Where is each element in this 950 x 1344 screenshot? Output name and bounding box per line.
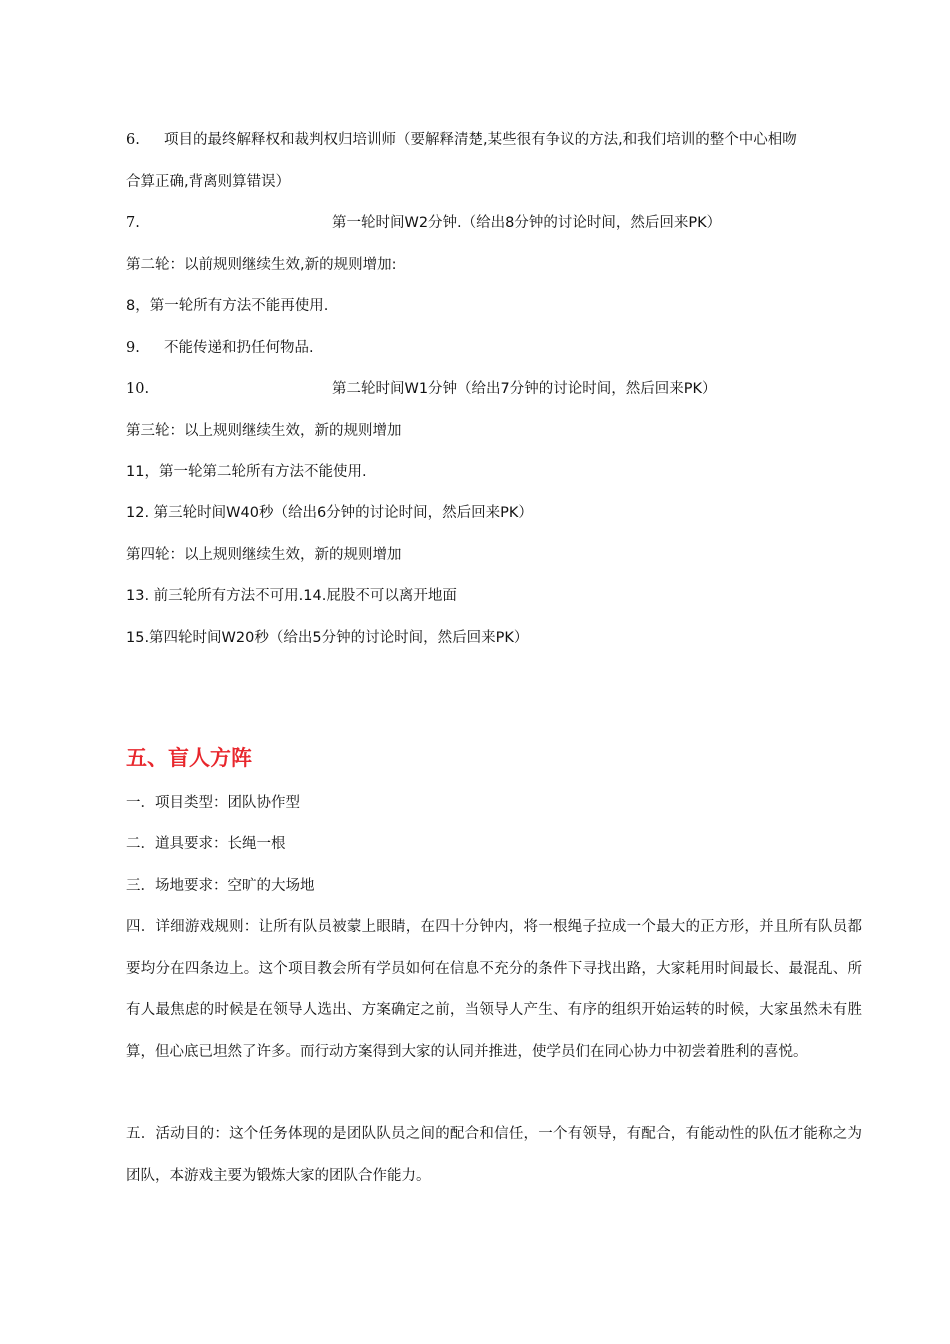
rule-7 <box>126 213 722 233</box>
section-5-title: 五、盲人方阵 <box>126 746 252 770</box>
rule-6 <box>126 130 797 150</box>
rule-6-text: 项目的最终解释权和裁判权归培训师（要解释清楚,某些很有争议的方法,和我们培训的整个中心相吻 <box>164 132 797 148</box>
rule-9-text: 不能传递和扔任何物品. <box>164 340 314 356</box>
rule-10-text: 第二轮时间W1分钟（给出7分钟的讨论时间，然后回来PK） <box>332 381 717 397</box>
rule-10 <box>126 379 717 399</box>
props-requirement: 二．道具要求：长绳一根 <box>126 836 286 852</box>
rule-11: 11，第一轮第二轮所有方法不能使用. <box>126 464 367 480</box>
rule-13-14: 13. 前三轮所有方法不可用.14.屁股不可以离开地面 <box>126 588 457 604</box>
venue-requirement: 三．场地要求：空旷的大场地 <box>126 878 315 894</box>
rule-7-text: 第一轮时间W2分钟.（给出8分钟的讨论时间，然后回来PK） <box>332 215 722 231</box>
rule-7-number: 7. <box>126 215 140 231</box>
round-4-heading: 第四轮：以上规则继续生效，新的规则增加 <box>126 547 402 563</box>
rule-6-number: 6. <box>126 132 140 148</box>
activity-purpose: 五．活动目的：这个任务体现的是团队队员之间的配合和信任，一个有领导，有配合，有能动性的队伍才能称之为团队，本游戏主要为锻炼大家的团队合作能力。 <box>126 1126 862 1184</box>
project-type: 一．项目类型：团队协作型 <box>126 795 300 811</box>
round-3-heading: 第三轮：以上规则继续生效，新的规则增加 <box>126 423 402 439</box>
rule-8: 8，第一轮所有方法不能再使用. <box>126 298 329 314</box>
rule-9 <box>126 338 314 358</box>
rule-12: 12. 第三轮时间W40秒（给出6分钟的讨论时间，然后回来PK） <box>126 505 533 521</box>
rule-6-continuation: 合算正确,背离则算错误） <box>126 174 291 190</box>
rule-9-number: 9. <box>126 340 140 356</box>
rule-10-number: 10. <box>126 381 150 397</box>
rule-15: 15.第四轮时间W20秒（给出5分钟的讨论时间，然后回来PK） <box>126 630 529 646</box>
round-2-heading: 第二轮：以前规则继续生效,新的规则增加: <box>126 257 397 273</box>
detailed-rules: 四．详细游戏规则：让所有队员被蒙上眼睛，在四十分钟内，将一根绳子拉成一个最大的正方形，并且所有队员都要均分在四条边上。这个项目教会所有学员如何在信息不充分的条件下寻找出路，大家耗用时间最长、最混乱、所有人最焦虑的时候是在领导人选出、方案确定之前，当领导人产生、有序的组织开始运转的时候，大家虽然未有胜算，但心底已坦然了许多。而行动方案得到大家的认同并推进，使学员们在同心协力中初尝着胜利的喜悦。 <box>126 919 862 1060</box>
